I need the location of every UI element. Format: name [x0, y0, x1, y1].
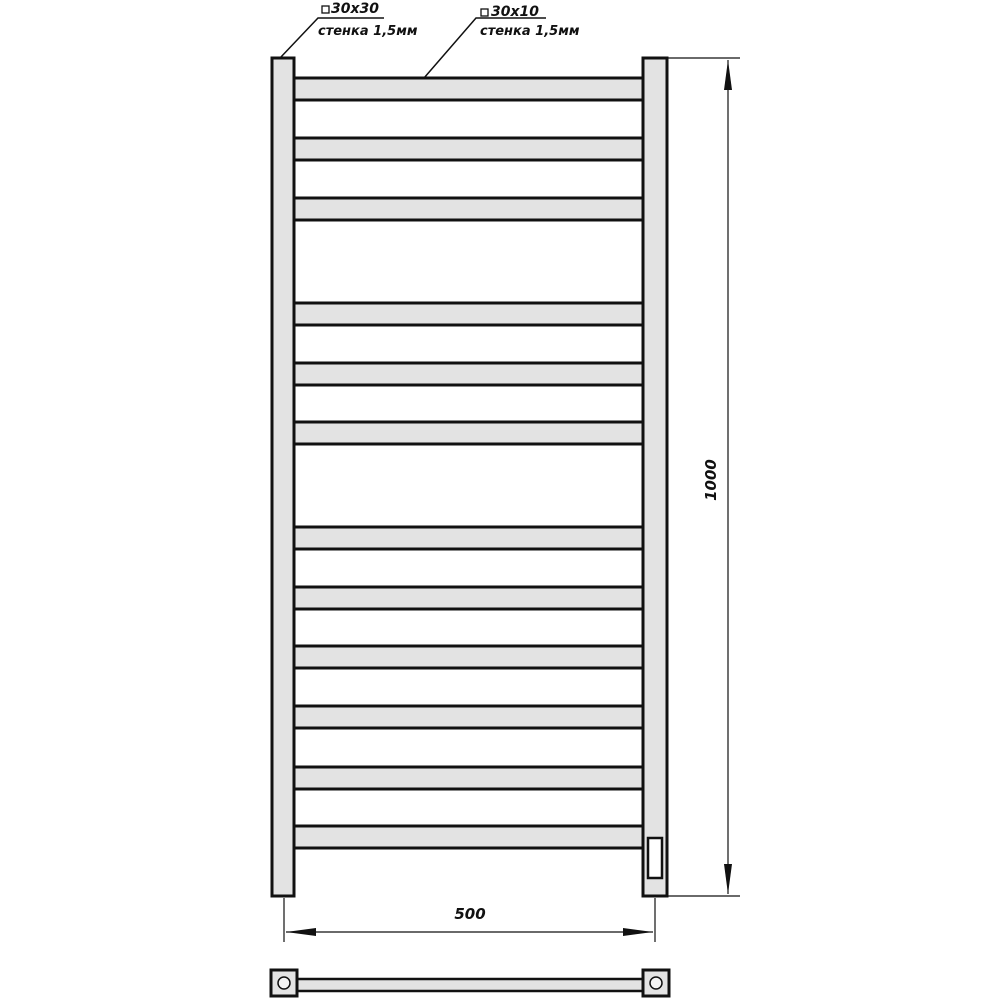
top-view-bar — [290, 979, 650, 991]
top-view — [271, 970, 669, 996]
horizontal-profile-size: 30x10 — [491, 4, 539, 20]
crossbar — [294, 363, 643, 385]
crossbars-group — [294, 78, 643, 848]
arrow-right-icon — [623, 928, 653, 936]
width-dimension-label: 500 — [454, 905, 486, 923]
square-symbol-icon — [481, 9, 488, 16]
crossbar — [294, 527, 643, 549]
crossbar — [294, 646, 643, 668]
top-view-left-post-hole — [278, 977, 290, 989]
right-post — [643, 58, 667, 896]
crossbar — [294, 138, 643, 160]
crossbar — [294, 303, 643, 325]
crossbar — [294, 706, 643, 728]
top-view-right-post-hole — [650, 977, 662, 989]
arrow-down-icon — [724, 864, 732, 894]
crossbar — [294, 422, 643, 444]
arrow-up-icon — [724, 60, 732, 90]
crossbar — [294, 198, 643, 220]
height-dimension-label: 1000 — [702, 459, 720, 501]
left-post — [272, 58, 294, 896]
vertical-profile-wall: стенка 1,5мм — [318, 24, 418, 39]
arrow-left-icon — [286, 928, 316, 936]
crossbar — [294, 826, 643, 848]
square-symbol-icon — [322, 6, 329, 13]
crossbar — [294, 78, 643, 100]
crossbar — [294, 587, 643, 609]
vertical-profile-size: 30x30 — [331, 1, 379, 17]
horizontal-profile-wall: стенка 1,5мм — [480, 24, 580, 39]
connector-box — [648, 838, 662, 878]
crossbar — [294, 767, 643, 789]
